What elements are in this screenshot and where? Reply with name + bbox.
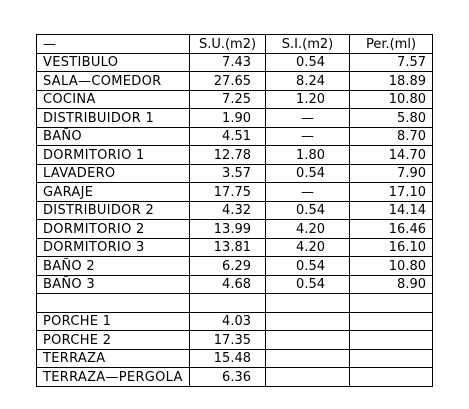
table-header-row — [37, 35, 433, 54]
indoor-surface-cell: 0.54 — [266, 257, 350, 276]
perimeter-cell — [350, 349, 433, 368]
perimeter-cell: 18.89 — [350, 72, 433, 91]
useful-surface-cell: 4.51 — [190, 127, 266, 146]
useful-surface-cell: 6.36 — [190, 368, 266, 387]
room-name-cell: LAVADERO — [37, 164, 190, 183]
useful-surface-cell: 4.32 — [190, 201, 266, 220]
perimeter-cell: 5.80 — [350, 109, 433, 128]
perimeter-cell — [350, 331, 433, 350]
header-per-cell: Per.(ml) — [350, 35, 433, 54]
perimeter-cell: 8.70 — [350, 127, 433, 146]
indoor-surface-cell: 1.20 — [266, 90, 350, 109]
table-row — [37, 164, 433, 183]
perimeter-cell: 16.10 — [350, 238, 433, 257]
table-row — [37, 90, 433, 109]
useful-surface-cell: 7.43 — [190, 53, 266, 72]
room-name-cell: TERRAZA — [37, 349, 190, 368]
table-row — [37, 72, 433, 91]
indoor-surface-cell: — — [266, 127, 350, 146]
room-name-cell: SALA—COMEDOR — [37, 72, 190, 91]
room-name-cell — [37, 294, 190, 313]
room-name-cell: TERRAZA—PERGOLA — [37, 368, 190, 387]
useful-surface-cell: 4.03 — [190, 312, 266, 331]
useful-surface-cell: 7.25 — [190, 90, 266, 109]
indoor-surface-cell: 0.54 — [266, 53, 350, 72]
useful-surface-cell — [190, 294, 266, 313]
useful-surface-cell: 4.68 — [190, 275, 266, 294]
indoor-surface-cell: — — [266, 109, 350, 128]
useful-surface-cell: 6.29 — [190, 257, 266, 276]
table-row — [37, 275, 433, 294]
room-name-cell: BAÑO 2 — [37, 257, 190, 276]
indoor-surface-cell: 1.80 — [266, 146, 350, 165]
room-name-cell: DORMITORIO 1 — [37, 146, 190, 165]
perimeter-cell: 17.10 — [350, 183, 433, 202]
room-name-cell: PORCHE 1 — [37, 312, 190, 331]
useful-surface-cell: 3.57 — [190, 164, 266, 183]
table-row — [37, 257, 433, 276]
perimeter-cell: 10.80 — [350, 257, 433, 276]
indoor-surface-cell — [266, 294, 350, 313]
room-name-cell: BAÑO 3 — [37, 275, 190, 294]
useful-surface-cell: 27.65 — [190, 72, 266, 91]
header-name-cell: — — [37, 35, 190, 54]
table-row — [37, 127, 433, 146]
indoor-surface-cell: 4.20 — [266, 220, 350, 239]
table-row — [37, 146, 433, 165]
useful-surface-cell: 17.75 — [190, 183, 266, 202]
table-row — [37, 220, 433, 239]
useful-surface-cell: 13.81 — [190, 238, 266, 257]
table-row — [37, 238, 433, 257]
table-row — [37, 349, 433, 368]
perimeter-cell: 16.46 — [350, 220, 433, 239]
useful-surface-cell: 12.78 — [190, 146, 266, 165]
header-si-cell: S.I.(m2) — [266, 35, 350, 54]
table-row — [37, 201, 433, 220]
indoor-surface-cell: — — [266, 183, 350, 202]
perimeter-cell — [350, 368, 433, 387]
perimeter-cell: 14.70 — [350, 146, 433, 165]
table-row — [37, 368, 433, 387]
indoor-surface-cell — [266, 331, 350, 350]
room-name-cell: DISTRIBUIDOR 1 — [37, 109, 190, 128]
indoor-surface-cell: 8.24 — [266, 72, 350, 91]
perimeter-cell — [350, 312, 433, 331]
table-row — [37, 294, 433, 313]
indoor-surface-cell: 0.54 — [266, 275, 350, 294]
table-row — [37, 183, 433, 202]
room-name-cell: VESTIBULO — [37, 53, 190, 72]
useful-surface-cell: 1.90 — [190, 109, 266, 128]
room-name-cell: COCINA — [37, 90, 190, 109]
perimeter-cell: 7.57 — [350, 53, 433, 72]
room-name-cell: PORCHE 2 — [37, 331, 190, 350]
perimeter-cell: 14.14 — [350, 201, 433, 220]
indoor-surface-cell — [266, 312, 350, 331]
table-row — [37, 331, 433, 350]
perimeter-cell: 8.90 — [350, 275, 433, 294]
table-body — [37, 35, 433, 387]
useful-surface-cell: 13.99 — [190, 220, 266, 239]
useful-surface-cell: 15.48 — [190, 349, 266, 368]
indoor-surface-cell: 0.54 — [266, 201, 350, 220]
indoor-surface-cell — [266, 368, 350, 387]
perimeter-cell: 10.80 — [350, 90, 433, 109]
room-name-cell: GARAJE — [37, 183, 190, 202]
room-name-cell: DISTRIBUIDOR 2 — [37, 201, 190, 220]
useful-surface-cell: 17.35 — [190, 331, 266, 350]
room-name-cell: BAÑO — [37, 127, 190, 146]
indoor-surface-cell: 4.20 — [266, 238, 350, 257]
header-su-cell: S.U.(m2) — [190, 35, 266, 54]
surface-table — [36, 34, 433, 387]
perimeter-cell: 7.90 — [350, 164, 433, 183]
room-name-cell: DORMITORIO 3 — [37, 238, 190, 257]
perimeter-cell — [350, 294, 433, 313]
indoor-surface-cell — [266, 349, 350, 368]
table-row — [37, 312, 433, 331]
table-row — [37, 109, 433, 128]
room-name-cell: DORMITORIO 2 — [37, 220, 190, 239]
table-row — [37, 53, 433, 72]
indoor-surface-cell: 0.54 — [266, 164, 350, 183]
